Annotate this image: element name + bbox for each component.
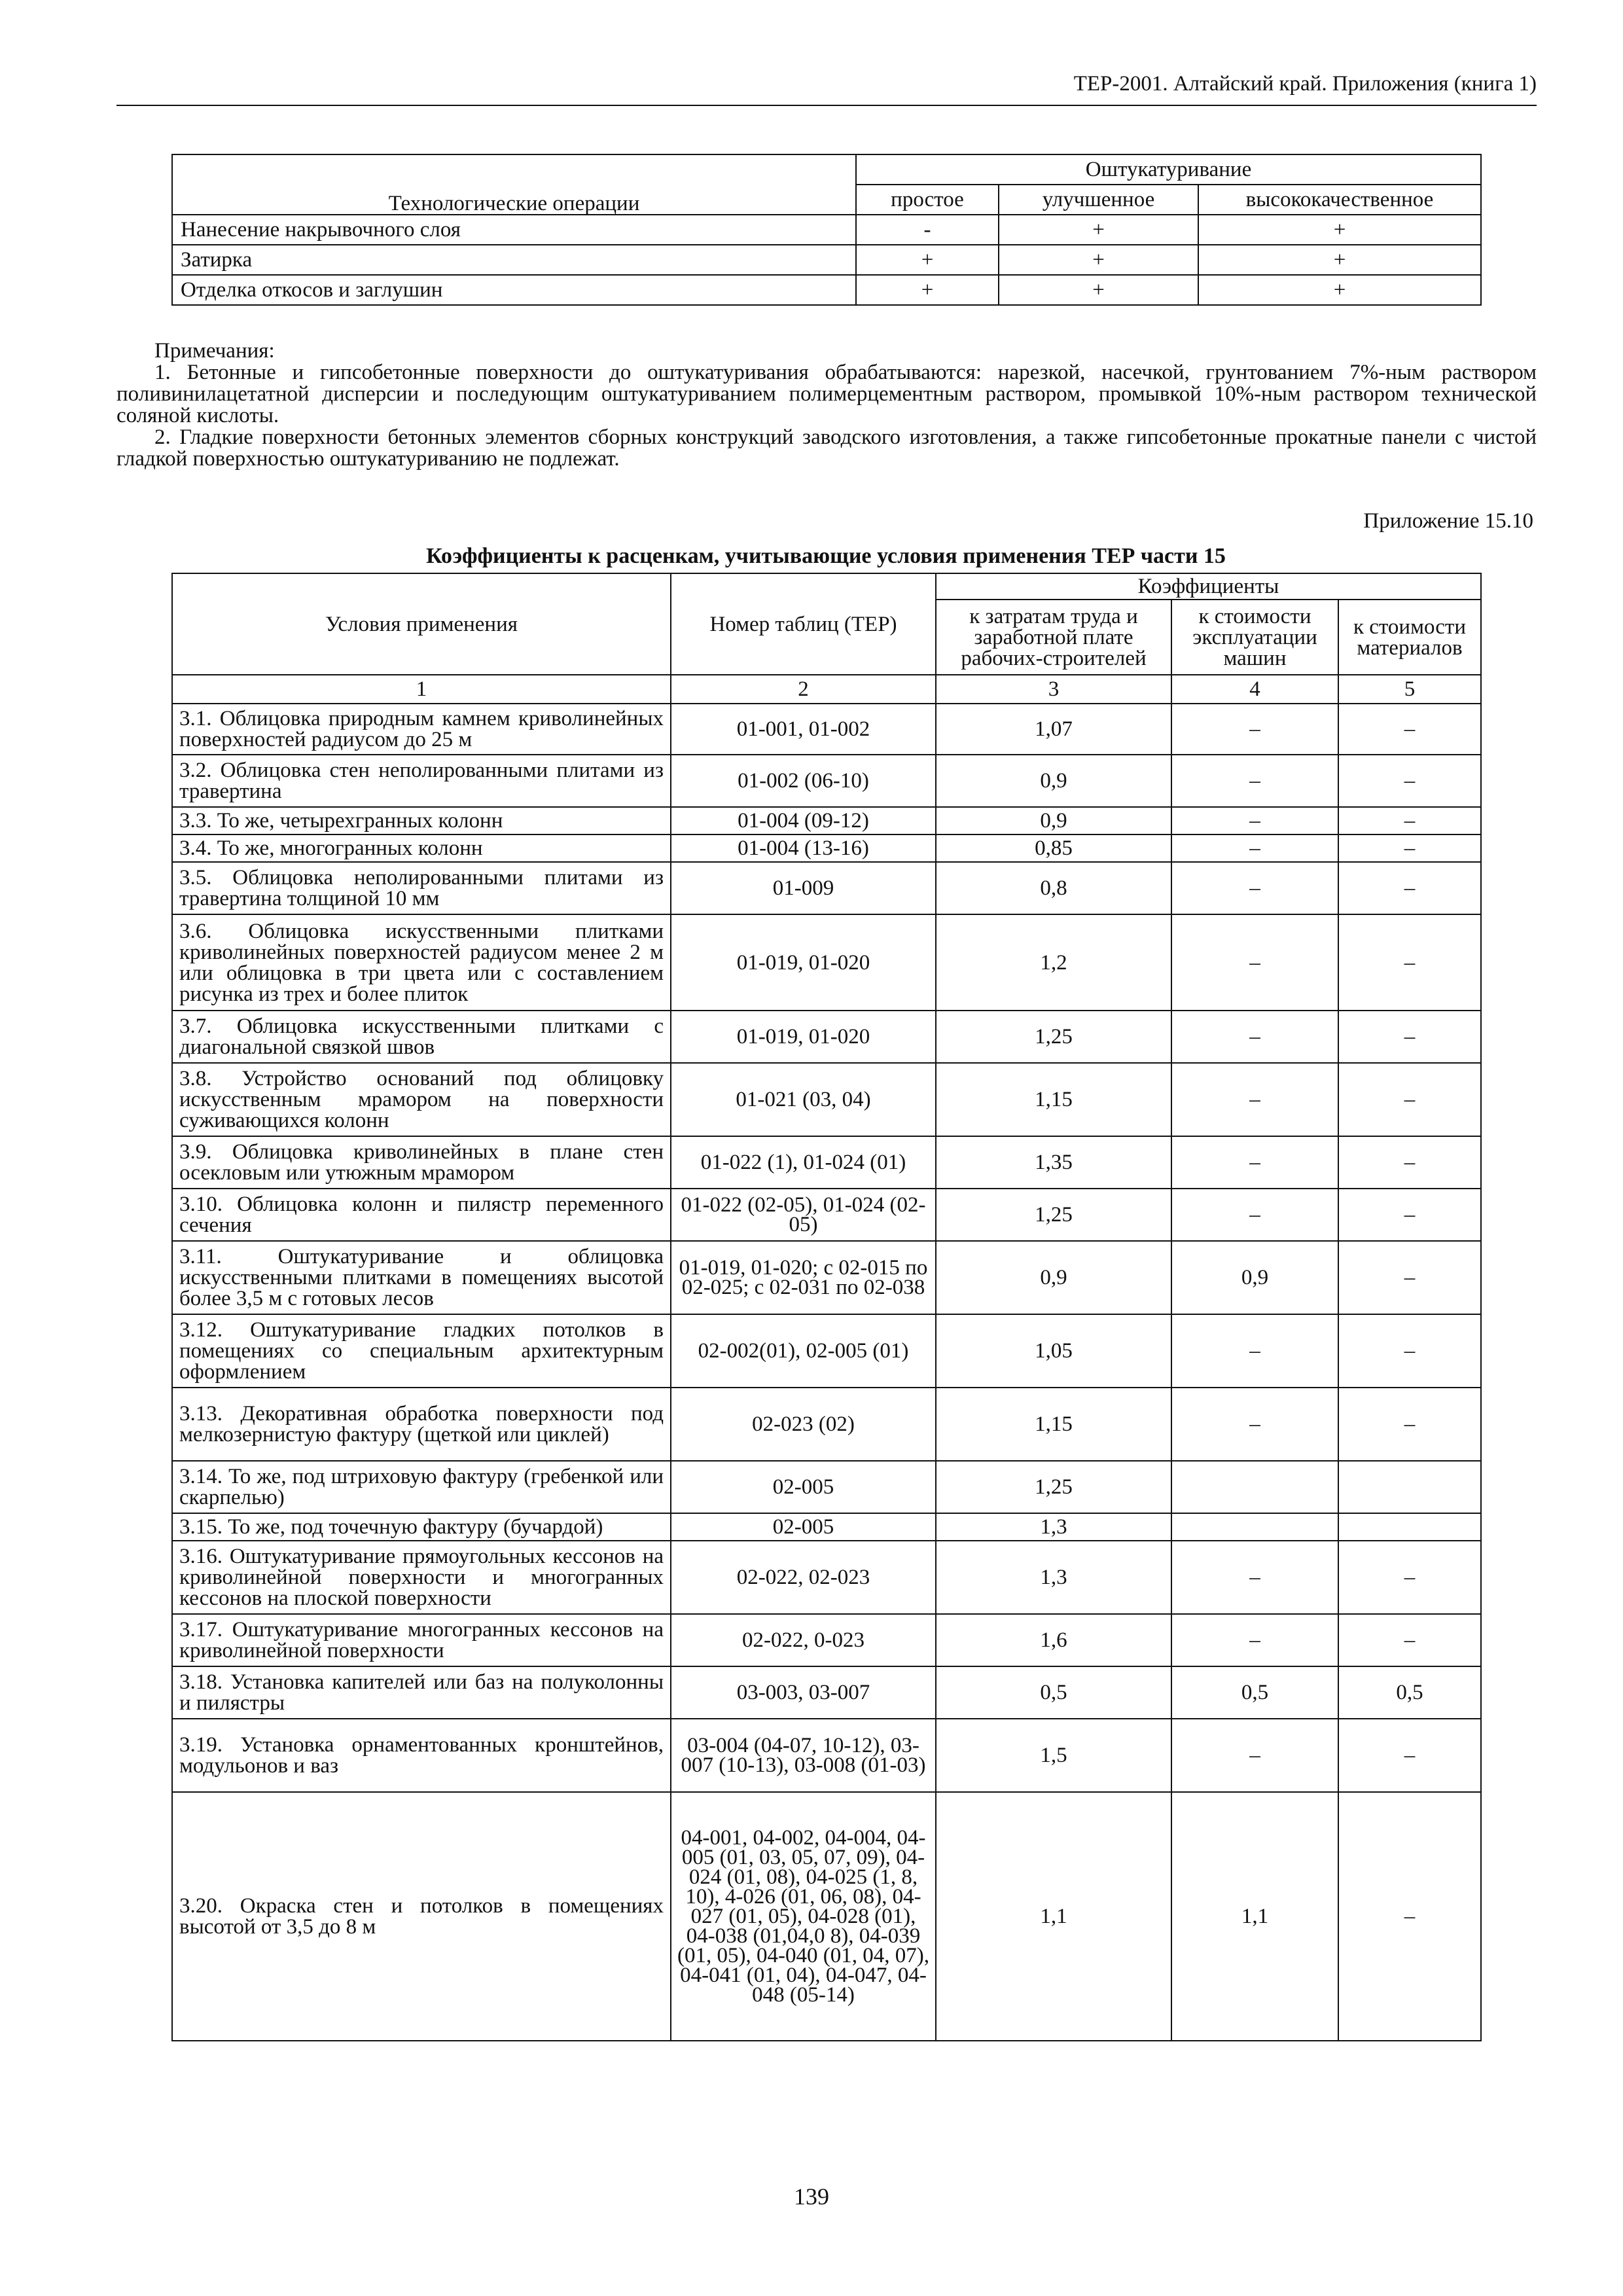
machines-coefficient-cell: 1,1	[1171, 1792, 1338, 2041]
materials-coefficient-cell: –	[1338, 1011, 1481, 1063]
running-header: ТЕР-2001. Алтайский край. Приложения (книга 1)	[1073, 72, 1537, 96]
labor-coefficient-cell: 0,9	[936, 807, 1171, 834]
materials-coefficient-cell: 0,5	[1338, 1666, 1481, 1719]
machines-coefficient-cell: –	[1171, 1614, 1338, 1666]
high-quality-cell: +	[1198, 215, 1481, 245]
notes-title: Примечания:	[154, 339, 275, 363]
machines-coefficient-cell: –	[1171, 1011, 1338, 1063]
machines-coefficient-cell: –	[1171, 1189, 1338, 1241]
operation-cell: Затирка	[172, 245, 856, 275]
condition-cell: 3.5. Облицовка неполированными плитами из травертина толщиной 10 мм	[172, 862, 671, 914]
materials-coefficient-cell: –	[1338, 1314, 1481, 1388]
labor-coefficient-cell: 0,9	[936, 755, 1171, 807]
machines-coefficient-cell	[1171, 1461, 1338, 1513]
condition-cell: 3.2. Облицовка стен неполированными плитами из травертина	[172, 755, 671, 807]
machines-coefficient-cell: –	[1171, 862, 1338, 914]
materials-coefficient-cell: –	[1338, 807, 1481, 834]
improved-cell: +	[999, 215, 1198, 245]
table-numbers-cell: 02-005	[671, 1461, 936, 1513]
table-numbers-cell: 03-003, 03-007	[671, 1666, 936, 1719]
condition-cell: 3.14. То же, под штриховую фактуру (гребенкой или скарпелью)	[172, 1461, 671, 1513]
labor-coefficient-cell: 1,25	[936, 1011, 1171, 1063]
condition-cell: 3.12. Оштукатуривание гладких потолков в помещениях со специальным архитектурным оформлением	[172, 1314, 671, 1388]
materials-coefficient-cell: –	[1338, 1189, 1481, 1241]
machines-coefficient-cell: –	[1171, 755, 1338, 807]
materials-coefficient-cell: –	[1338, 834, 1481, 862]
appendix-label: Приложение 15.10	[1363, 509, 1533, 533]
condition-cell: 3.18. Установка капителей или баз на полуколонны и пилястры	[172, 1666, 671, 1719]
labor-coefficient-cell: 1,15	[936, 1388, 1171, 1461]
coefficients-table-row	[172, 704, 1481, 755]
plaster-table-row	[172, 215, 1481, 245]
table-numbers-cell: 01-009	[671, 862, 936, 914]
coefficients-table-row	[172, 755, 1481, 807]
coefficients-table-row	[172, 1063, 1481, 1136]
column-number: 1	[172, 675, 671, 704]
operation-cell: Нанесение накрывочного слоя	[172, 215, 856, 245]
materials-coefficient-cell: –	[1338, 704, 1481, 755]
condition-cell: 3.13. Декоративная обработка поверхности под мелкозернистую фактуру (щеткой или циклей)	[172, 1388, 671, 1461]
condition-cell: 3.4. То же, многогранных колонн	[172, 834, 671, 862]
machines-coefficient-cell: –	[1171, 1541, 1338, 1614]
table-numbers-cell: 01-021 (03, 04)	[671, 1063, 936, 1136]
coefficients-table-title: Коэффициенты к расценкам, учитывающие условия применения ТЕР части 15	[426, 544, 1226, 568]
coefficients-table-row	[172, 1614, 1481, 1666]
table-numbers-cell: 01-022 (1), 01-024 (01)	[671, 1136, 936, 1189]
labor-coefficient-cell: 1,1	[936, 1792, 1171, 2041]
labor-coefficient-cell: 1,2	[936, 914, 1171, 1011]
coefficients-table-row	[172, 1719, 1481, 1792]
materials-coefficient-cell: –	[1338, 862, 1481, 914]
machines-coefficient-cell: –	[1171, 834, 1338, 862]
materials-coefficient-cell: –	[1338, 755, 1481, 807]
table-numbers-cell: 02-002(01), 02-005 (01)	[671, 1314, 936, 1388]
coefficients-table-row	[172, 1461, 1481, 1513]
improved-cell: +	[999, 245, 1198, 275]
labor-coefficient-cell: 0,8	[936, 862, 1171, 914]
simple-cell: +	[856, 245, 999, 275]
condition-cell: 3.17. Оштукатуривание многогранных кессонов на криволинейной поверхности	[172, 1614, 671, 1666]
simple-cell: +	[856, 275, 999, 305]
machines-coefficient-cell: 0,9	[1171, 1241, 1338, 1314]
coefficients-table-row	[172, 914, 1481, 1011]
column-number: 2	[671, 675, 936, 704]
header-simple: простое	[856, 185, 999, 215]
coefficients-table	[171, 573, 1482, 2041]
table-numbers-cell: 03-004 (04-07, 10-12), 03-007 (10-13), 03-008 (01-03)	[671, 1719, 936, 1792]
condition-cell: 3.1. Облицовка природным камнем криволинейных поверхностей радиусом до 25 м	[172, 704, 671, 755]
table-numbers-cell: 01-004 (13-16)	[671, 834, 936, 862]
condition-cell: 3.11. Оштукатуривание и облицовка искусственными плитками в помещениях высотой более 3,5 м с готовых лесов	[172, 1241, 671, 1314]
coefficients-table-row	[172, 807, 1481, 834]
materials-coefficient-cell: –	[1338, 1063, 1481, 1136]
header-labor: к затратам труда и заработной плате рабочих-строителей	[936, 600, 1171, 675]
condition-cell: 3.20. Окраска стен и потолков в помещениях высотой от 3,5 до 8 м	[172, 1792, 671, 2041]
materials-coefficient-cell: –	[1338, 1241, 1481, 1314]
coefficients-table-row	[172, 862, 1481, 914]
operation-cell: Отделка откосов и заглушин	[172, 275, 856, 305]
table-numbers-cell: 01-004 (09-12)	[671, 807, 936, 834]
coefficients-table-row	[172, 1314, 1481, 1388]
column-number: 4	[1171, 675, 1338, 704]
header-plastering: Оштукатуривание	[856, 154, 1481, 185]
materials-coefficient-cell	[1338, 1513, 1481, 1541]
labor-coefficient-cell: 1,3	[936, 1513, 1171, 1541]
table-numbers-cell: 01-019, 01-020	[671, 914, 936, 1011]
labor-coefficient-cell: 1,35	[936, 1136, 1171, 1189]
labor-coefficient-cell: 1,5	[936, 1719, 1171, 1792]
labor-coefficient-cell: 1,07	[936, 704, 1171, 755]
header-table-numbers: Номер таблиц (ТЕР)	[671, 573, 936, 675]
table-numbers-cell: 04-001, 04-002, 04-004, 04-005 (01, 03, 05, 07, 09), 04-024 (01, 08), 04-025 (1, 8, 10), 4-026 (01, 06, 08), 04-027 (01, 05), 04-028 (01), 04-038 (01,04,0 8), 04-039 (01, 05), 04-040 (01, 04, 07), 04-041 (01, 04), 04-047, 04-048 (05-14)	[671, 1792, 936, 2041]
machines-coefficient-cell: –	[1171, 914, 1338, 1011]
machines-coefficient-cell: –	[1171, 1388, 1338, 1461]
condition-cell: 3.19. Установка орнаментованных кронштейнов, модульонов и ваз	[172, 1719, 671, 1792]
high-quality-cell: +	[1198, 245, 1481, 275]
materials-coefficient-cell: –	[1338, 1136, 1481, 1189]
condition-cell: 3.10. Облицовка колонн и пилястр переменного сечения	[172, 1189, 671, 1241]
coefficients-table-row	[172, 1388, 1481, 1461]
coefficients-table-row	[172, 1666, 1481, 1719]
materials-coefficient-cell: –	[1338, 1388, 1481, 1461]
condition-cell: 3.7. Облицовка искусственными плитками с диагональной связкой швов	[172, 1011, 671, 1063]
column-number: 3	[936, 675, 1171, 704]
condition-cell: 3.6. Облицовка искусственными плитками криволинейных поверхностей радиусом менее 2 м или облицовка в три цвета или с составлением рисунка из трех и более плиток	[172, 914, 671, 1011]
condition-cell: 3.16. Оштукатуривание прямоугольных кессонов на криволинейной поверхности и многогранных кессонов на плоской поверхности	[172, 1541, 671, 1614]
condition-cell: 3.15. То же, под точечную фактуру (бучардой)	[172, 1513, 671, 1541]
header-materials: к стоимости материалов	[1338, 600, 1481, 675]
coefficients-table-row	[172, 1189, 1481, 1241]
note-2: 2. Гладкие поверхности бетонных элементов сборных конструкций заводского изготовления, а также гипсобетонные прокатные панели с чистой гладкой поверхностью оштукатуриванию не подлежат.	[116, 425, 1537, 471]
labor-coefficient-cell: 1,25	[936, 1461, 1171, 1513]
materials-coefficient-cell: –	[1338, 1614, 1481, 1666]
labor-coefficient-cell: 1,15	[936, 1063, 1171, 1136]
machines-coefficient-cell: 0,5	[1171, 1666, 1338, 1719]
labor-coefficient-cell: 0,5	[936, 1666, 1171, 1719]
table-numbers-cell: 02-022, 02-023	[671, 1541, 936, 1614]
table-numbers-cell: 02-022, 0-023	[671, 1614, 936, 1666]
materials-coefficient-cell: –	[1338, 1719, 1481, 1792]
table-numbers-cell: 01-001, 01-002	[671, 704, 936, 755]
labor-coefficient-cell: 0,85	[936, 834, 1171, 862]
machines-coefficient-cell: –	[1171, 807, 1338, 834]
simple-cell: -	[856, 215, 999, 245]
coefficients-table-row	[172, 1513, 1481, 1541]
plaster-operations-table	[171, 154, 1482, 306]
materials-coefficient-cell: –	[1338, 1541, 1481, 1614]
table-numbers-cell: 01-022 (02-05), 01-024 (02-05)	[671, 1189, 936, 1241]
labor-coefficient-cell: 1,6	[936, 1614, 1171, 1666]
header-machines: к стоимости эксплуатации машин	[1171, 600, 1338, 675]
table-numbers-cell: 01-002 (06-10)	[671, 755, 936, 807]
materials-coefficient-cell	[1338, 1461, 1481, 1513]
condition-cell: 3.9. Облицовка криволинейных в плане стен осекловым или утюжным мрамором	[172, 1136, 671, 1189]
note-1: 1. Бетонные и гипсобетонные поверхности до оштукатуривания обрабатываются: нарезкой, насечкой, грунтованием 7%-ным раствором поливинилацетатной дисперсии и последующим оштукатуриванием полимерцементным раствором, промывкой 10%-ным раствором технической соляной кислоты.	[116, 361, 1537, 427]
plaster-table-row	[172, 245, 1481, 275]
condition-cell: 3.3. То же, четырехгранных колонн	[172, 807, 671, 834]
labor-coefficient-cell: 1,05	[936, 1314, 1171, 1388]
machines-coefficient-cell: –	[1171, 1314, 1338, 1388]
table-numbers-cell: 02-005	[671, 1513, 936, 1541]
header-coefficients: Коэффициенты	[936, 573, 1481, 600]
labor-coefficient-cell: 0,9	[936, 1241, 1171, 1314]
table-numbers-cell: 01-019, 01-020; с 02-015 по 02-025; с 02-031 по 02-038	[671, 1241, 936, 1314]
header-conditions: Условия применения	[172, 573, 671, 675]
header-rule	[116, 105, 1537, 106]
notes	[116, 340, 1537, 470]
improved-cell: +	[999, 275, 1198, 305]
table-numbers-cell: 01-019, 01-020	[671, 1011, 936, 1063]
machines-coefficient-cell	[1171, 1513, 1338, 1541]
coefficients-table-row	[172, 1792, 1481, 2041]
coefficients-table-row	[172, 1011, 1481, 1063]
coefficients-table-row	[172, 1241, 1481, 1314]
coefficients-table-row	[172, 1136, 1481, 1189]
labor-coefficient-cell: 1,25	[936, 1189, 1171, 1241]
high-quality-cell: +	[1198, 275, 1481, 305]
header-high-quality: высококачественное	[1198, 185, 1481, 215]
header-improved: улучшенное	[999, 185, 1198, 215]
coefficients-table-row	[172, 834, 1481, 862]
column-number: 5	[1338, 675, 1481, 704]
page-number: 139	[794, 2183, 829, 2210]
machines-coefficient-cell: –	[1171, 1719, 1338, 1792]
machines-coefficient-cell: –	[1171, 704, 1338, 755]
materials-coefficient-cell: –	[1338, 914, 1481, 1011]
table-numbers-cell: 02-023 (02)	[671, 1388, 936, 1461]
materials-coefficient-cell: –	[1338, 1792, 1481, 2041]
machines-coefficient-cell: –	[1171, 1136, 1338, 1189]
machines-coefficient-cell: –	[1171, 1063, 1338, 1136]
condition-cell: 3.8. Устройство оснований под облицовку искусственным мрамором на поверхности суживающихся колонн	[172, 1063, 671, 1136]
plaster-table-row	[172, 275, 1481, 305]
coefficients-table-row	[172, 1541, 1481, 1614]
header-operations: Технологические операции	[172, 154, 856, 215]
labor-coefficient-cell: 1,3	[936, 1541, 1171, 1614]
